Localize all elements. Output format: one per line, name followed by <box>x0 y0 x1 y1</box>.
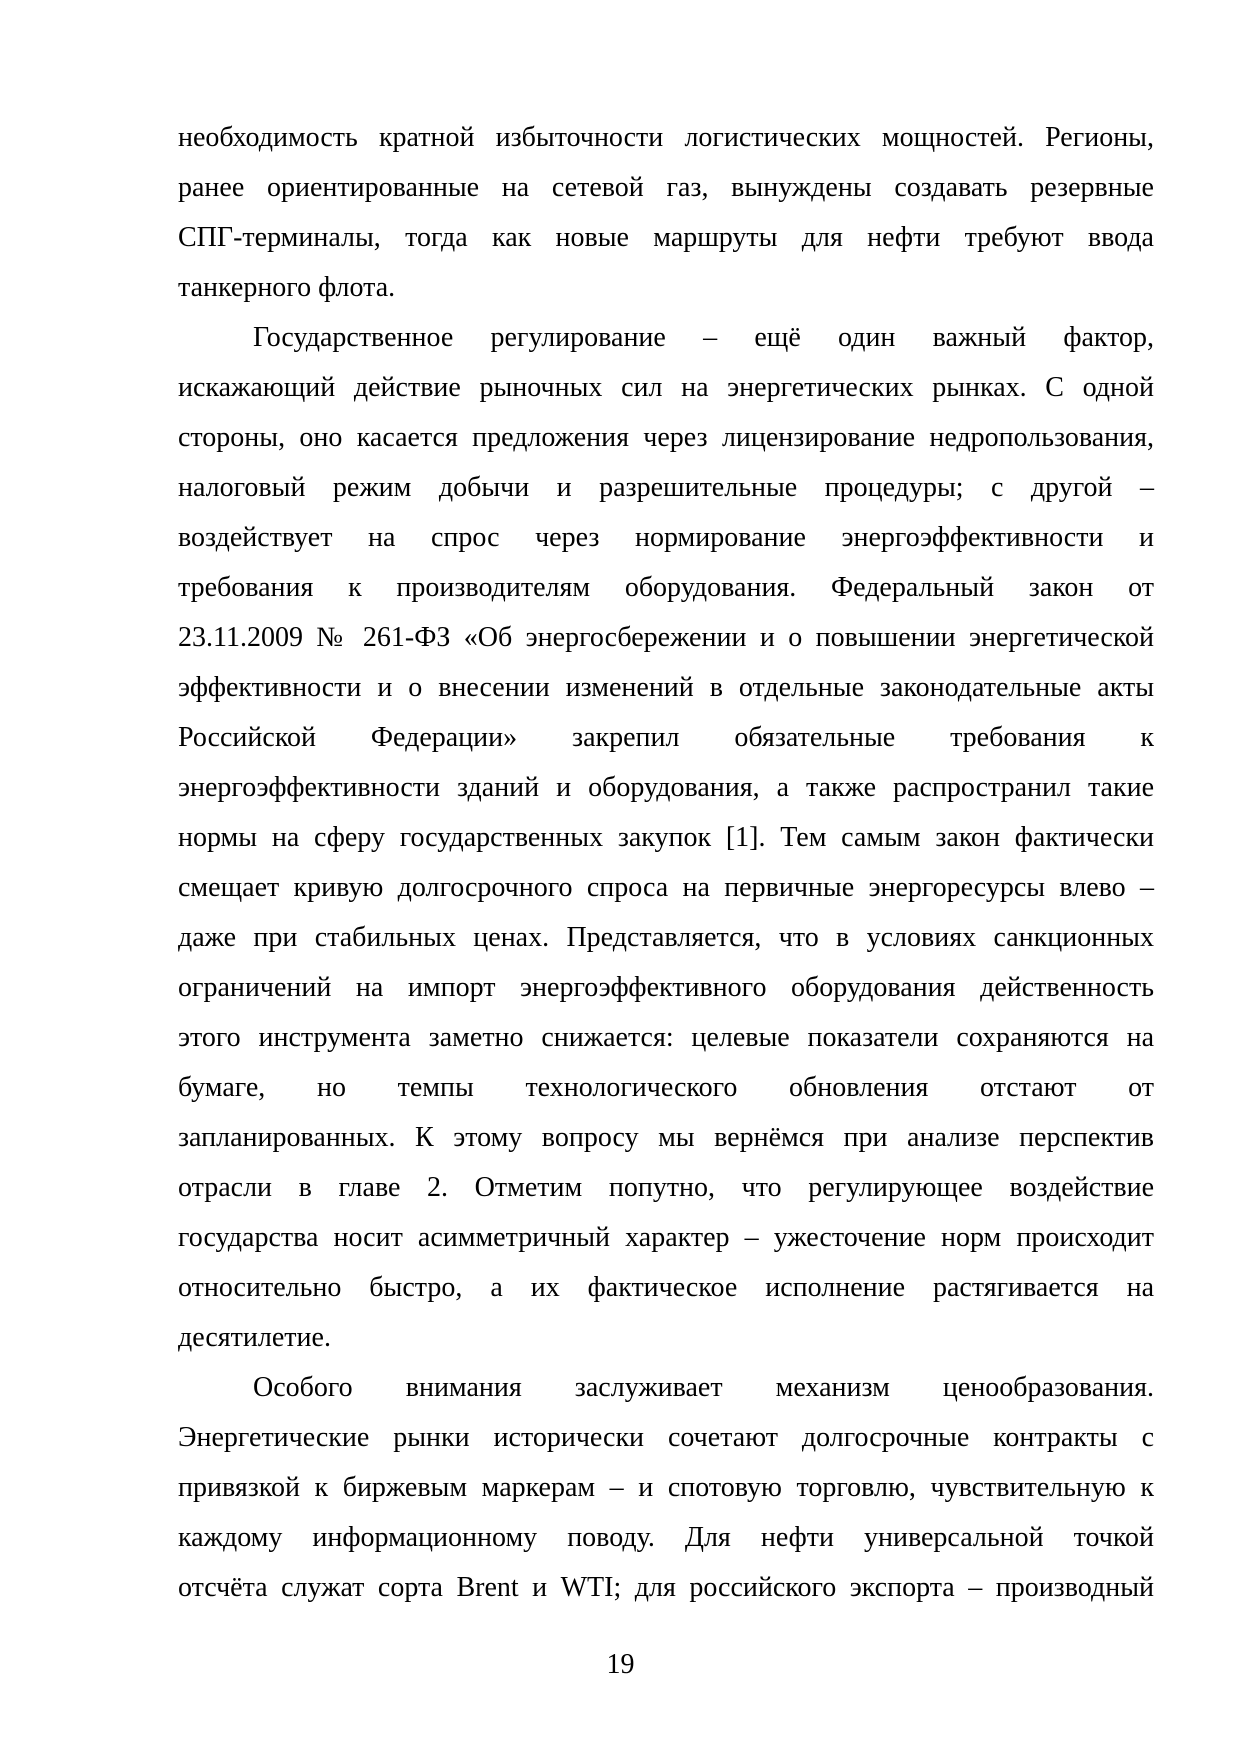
text-line: смещает кривую долгосрочного спроса на первичные энергоресурсы влево – <box>178 872 1154 903</box>
text-line: необходимость кратной избыточности логистических мощностей. Регионы, <box>178 122 1154 153</box>
text-line: энергоэффективности зданий и оборудования, а также распространил такие <box>178 772 1154 803</box>
text-line: десятилетие. <box>178 1322 331 1353</box>
text-line: искажающий действие рыночных сил на энергетических рынках. С одной <box>178 372 1154 403</box>
text-line: этого инструмента заметно снижается: целевые показатели сохраняются на <box>178 1022 1154 1053</box>
text-line: налоговый режим добычи и разрешительные процедуры; с другой – <box>178 472 1154 503</box>
text-line: СПГ-терминалы, тогда как новые маршруты для нефти требуют ввода <box>178 222 1154 253</box>
text-line: нормы на сферу государственных закупок [1]. Тем самым закон фактически <box>178 822 1154 853</box>
paragraph-first-line: Особого внимания заслуживает механизм ценообразования. <box>253 1372 1154 1403</box>
text-line: требования к производителям оборудования. Федеральный закон от <box>178 572 1154 603</box>
text-line: государства носит асимметричный характер – ужесточение норм происходит <box>178 1222 1154 1253</box>
text-line: относительно быстро, а их фактическое исполнение растягивается на <box>178 1272 1154 1303</box>
text-line: каждому информационному поводу. Для нефти универсальной точкой <box>178 1522 1154 1553</box>
text-line: 23.11.2009 № 261-ФЗ «Об энергосбережении и о повышении энергетической <box>178 622 1154 653</box>
text-line: воздействует на спрос через нормирование энергоэффективности и <box>178 522 1154 553</box>
page-number: 19 <box>606 1649 635 1680</box>
text-line: Энергетические рынки исторически сочетают долгосрочные контракты с <box>178 1422 1154 1453</box>
text-line: ранее ориентированные на сетевой газ, вынуждены создавать резервные <box>178 172 1154 203</box>
text-line: запланированных. К этому вопросу мы вернёмся при анализе перспектив <box>178 1122 1154 1153</box>
text-line: ограничений на импорт энергоэффективного оборудования действенность <box>178 972 1154 1003</box>
text-line: Российской Федерации» закрепил обязательные требования к <box>178 722 1154 753</box>
text-line: бумаге, но темпы технологического обновления отстают от <box>178 1072 1154 1103</box>
text-line: привязкой к биржевым маркерам – и спотовую торговлю, чувствительную к <box>178 1472 1154 1503</box>
text-line: отрасли в главе 2. Отметим попутно, что регулирующее воздействие <box>178 1172 1154 1203</box>
text-line: даже при стабильных ценах. Представляется, что в условиях санкционных <box>178 922 1154 953</box>
text-line: танкерного флота. <box>178 272 396 303</box>
text-line: отсчёта служат сорта Brent и WTI; для российского экспорта – производный <box>178 1572 1154 1603</box>
paragraph-first-line: Государственное регулирование – ещё один важный фактор, <box>253 322 1154 353</box>
text-line: стороны, оно касается предложения через лицензирование недропользования, <box>178 422 1154 453</box>
text-line: эффективности и о внесении изменений в отдельные законодательные акты <box>178 672 1154 703</box>
